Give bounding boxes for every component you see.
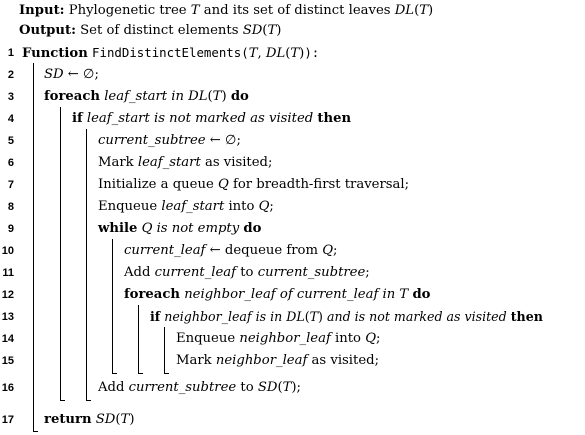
line-number: 17	[1, 414, 14, 426]
line-number: 7	[7, 179, 14, 191]
line-text: current_subtree ← ∅;	[98, 133, 241, 148]
if-block-line	[86, 129, 87, 400]
line-number: 16	[1, 382, 14, 394]
line-number: 8	[7, 201, 14, 213]
function-block-line	[33, 63, 34, 431]
line-number: 15	[1, 355, 14, 367]
line-text: if leaf_start is not marked as visited then	[72, 111, 352, 126]
line-number: 5	[7, 135, 14, 147]
foreach-block-line	[60, 107, 61, 400]
line-text: foreach neighbor_leaf of current_leaf in T do	[124, 287, 431, 302]
line-text: SD ← ∅;	[44, 67, 99, 82]
line-text: current_leaf ← dequeue from Q;	[124, 243, 338, 258]
output-text: Set of distinct elements SD(T)	[80, 23, 282, 38]
line-text: Initialize a queue Q for breadth-first traversal;	[98, 177, 410, 192]
line-number: 6	[7, 157, 14, 169]
output-label: Output:	[19, 23, 76, 38]
line-number: 14	[1, 333, 14, 345]
line-number: 13	[1, 311, 14, 323]
inner-if-block-end	[164, 373, 169, 374]
line-text: Add current_subtree to SD(T);	[98, 380, 301, 395]
line-number: 2	[7, 69, 14, 81]
line-text: if neighbor_leaf is in DL(T) and is not marked as visited then	[150, 309, 543, 324]
line-text: Mark leaf_start as visited;	[98, 155, 273, 170]
line-number: 10	[1, 245, 14, 257]
inner-foreach-block-line	[138, 305, 139, 373]
line-text: Enqueue neighbor_leaf into Q;	[176, 331, 381, 346]
inner-foreach-block-end	[138, 373, 143, 374]
inner-if-block-line	[164, 327, 165, 373]
line-number: 11	[2, 267, 14, 279]
line-text: while Q is not empty do	[98, 221, 262, 236]
input-line	[19, 1, 433, 21]
if-block-end	[86, 400, 91, 401]
input-label: Input:	[19, 3, 65, 18]
line-text: return SD(T)	[44, 412, 135, 427]
line-text: Enqueue leaf_start into Q;	[98, 199, 274, 214]
line-number: 4	[7, 113, 14, 125]
line-number: 1	[7, 47, 14, 59]
foreach-block-end	[60, 400, 65, 401]
while-block-end	[112, 373, 117, 374]
line-text: Function FindDistinctElements(T, DL(T)):	[22, 45, 320, 61]
line-number: 12	[1, 289, 14, 301]
input-text: Phylogenetic tree T and its set of distinct leaves DL(T)	[68, 3, 434, 18]
line-text: Add current_leaf to current_subtree;	[124, 265, 370, 280]
line-text: foreach leaf_start in DL(T) do	[44, 89, 249, 104]
line-text: Mark neighbor_leaf as visited;	[176, 353, 380, 368]
line-number: 9	[7, 223, 14, 235]
while-block-line	[112, 239, 113, 373]
output-line	[19, 21, 281, 41]
function-block-end	[33, 431, 38, 432]
line-number: 3	[7, 91, 14, 103]
